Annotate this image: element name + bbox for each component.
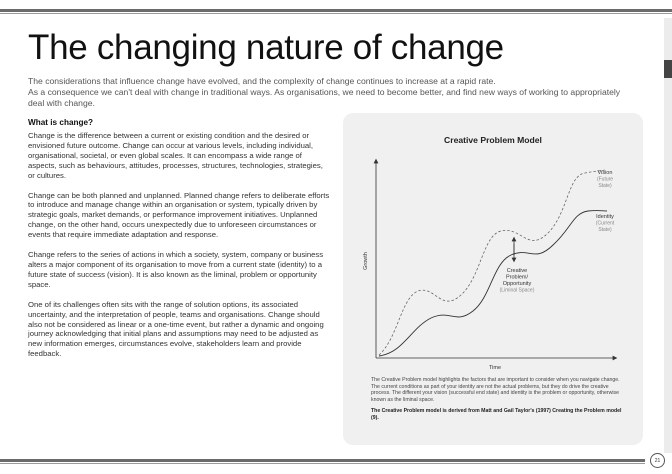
diagram-caption	[371, 377, 629, 427]
top-rule-thin	[0, 13, 672, 14]
page-number: 21	[650, 453, 665, 468]
gap-sub-label: (Liminal Space)	[499, 287, 535, 294]
diagram-panel	[343, 113, 643, 445]
paragraph: Change is the difference between a current or existing condition and the desired or envisioned future outcome. Change can occur at various levels, including individual, organisational, societal, or even global scales. It can encompass a wide range of aspects, such as behaviours, attitudes, processes, structures, technologies, strategies, or cultures.	[28, 131, 323, 180]
bottom-rule-thin	[0, 463, 645, 464]
intro-line-2: As a consequence we can't deal with change in traditional ways. As organisations, we need to become better, and find new ways of working to appropriately deal with change.	[28, 87, 621, 108]
paragraph: One of its challenges often sits with the range of solution options, its associated uncertainty, and the interpretation of people, teams and organisations. Change should also not be considered as linear or a one-time event, but rather a dynamic and ongoing journey acknowledging that initial plans and assumptions may need to be adjusted as new information emerges, circumstances evolve, stakeholders learn and provide feedback.	[28, 299, 324, 359]
identity-label: Identity	[596, 214, 614, 220]
identity-sub-label: (Current	[595, 220, 615, 227]
top-rule	[0, 9, 672, 12]
vision-curve	[379, 170, 605, 355]
identity-curve	[379, 211, 607, 356]
paragraph: Change can be both planned and unplanned. Planned change refers to deliberate efforts to introduce and manage change within an organisation or system, typically driven by strategic goals, market demands, or performance improvement initiatives. Unplanned change, on the other hand, occurs unexpectedly due to unforeseen circumstances or events that require immediate adaptation and response.	[28, 190, 330, 240]
vision-sub-label: State)	[598, 183, 612, 189]
identity-sub-label: State)	[598, 227, 612, 233]
vision-label: Vision	[597, 170, 613, 176]
gap-label: Opportunity	[502, 281, 532, 287]
source-note: The Creative Problem model is derived from Matt and Gail Taylor's (1997) Creating the Problem model (9).	[371, 408, 622, 421]
side-edge	[664, 18, 672, 453]
x-axis-label: Time	[488, 365, 502, 371]
paragraph: Change refers to the series of actions in which a society, system, company or business alters a major component of its organisation to move from a current state (identity) to a future state of success (vision). It is also known as the liminal, problem or opportunity space.	[28, 250, 324, 289]
vision-sub-label: (Future	[596, 176, 614, 183]
gap-label: Problem/	[505, 274, 529, 281]
intro-line-1: The considerations that influence change have evolved, and the complexity of change continues to increase at a rapid rate.	[28, 76, 496, 86]
intro	[28, 76, 628, 109]
y-axis-label: Growth	[363, 252, 369, 270]
bottom-rule	[0, 459, 645, 462]
section-heading: What is change?	[28, 118, 94, 127]
caption-text: The Creative Problem model highlights the factors that are important to consider when you navigate change. The current conditions as part of your identity are not the actual problems, but they do drive the creative process. The different your vision (successful end state) and identity is the problem or opportunity, otherwise known as the liminal space.	[371, 377, 620, 403]
diagram-title: Creative Problem Model	[444, 135, 542, 145]
body-text	[28, 131, 331, 369]
gap-label: Creative	[506, 268, 528, 274]
page-title: The changing nature of change	[28, 28, 504, 67]
side-tab-marker	[664, 60, 672, 78]
